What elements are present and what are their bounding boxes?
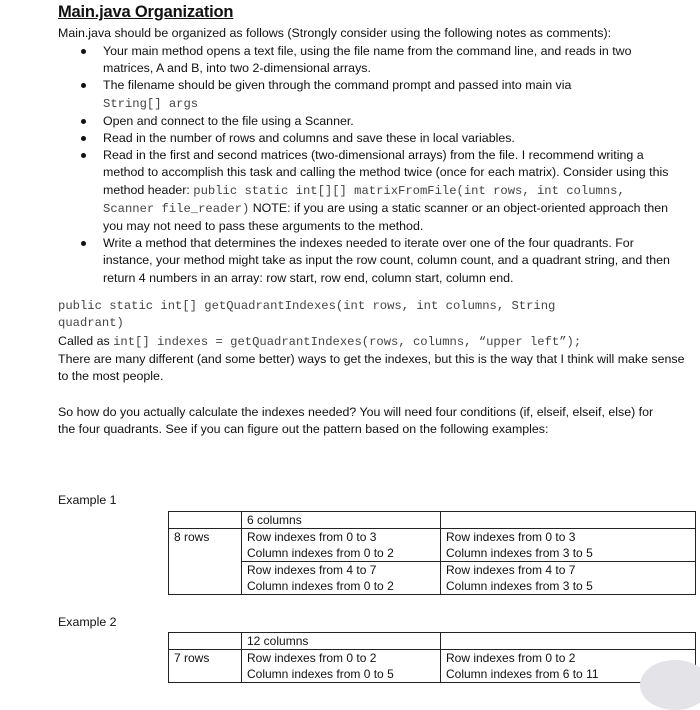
example-1-label: Example 1 [58,493,117,507]
columns-header: 6 columns [242,512,441,529]
quadrant-upper-right: Row indexes from 0 to 2 Column indexes from 6 to 11 [441,650,696,683]
instruction-list [58,43,678,287]
bullet-icon [81,119,86,124]
table-row [169,562,696,595]
table-row [169,529,696,562]
called-paragraph: Called as int[] indexes = getQuadrantIndexes(rows, columns, “upper left”); There are many different (and some better) ways to get the indexes, but this is the way that I think will make sense to the most people. [58,334,685,384]
example-1-table [168,511,696,595]
list-item: Your main method opens a text file, using the file name from the command line, and reads in two matrices, A and B, into two 2-dimensional arrays. [58,43,678,77]
chat-bubble-icon[interactable] [640,660,700,710]
code-snippet: int[] indexes [113,335,209,349]
method-signature: public static int[] getQuadrantIndexes(int rows, int columns, String quadrant) [58,299,556,331]
table-row [169,512,696,529]
list-item: Read in the first and second matrices (two-dimensional arrays) from the file. I recommend writing a method to accomplish this task and calling the method twice (once for each matrix). Consider using this method header: public static int[][] matrixFromFile(int rows, int columns, Scanner file_reader) NOTE: if you are using a static scanner or an object-oriented approach then you may not need to pass these arguments to the method. [58,147,678,235]
quadrant-upper-right: Row indexes from 0 to 3 Column indexes from 3 to 5 [441,529,696,562]
list-item: The filename should be given through the command prompt and passed into main via String[] args [58,77,678,112]
code-snippet: String[] args [103,96,199,111]
calculation-paragraph: So how do you actually calculate the indexes needed? You will need four conditions (if, elseif, elseif, else) for the four quadrants. See if you can figure out the pattern based on the following examples: [58,405,654,437]
list-item: Write a method that determines the indexes needed to iterate over one of the four quadrants. For instance, your method might take as input the row count, column count, and a quadrant string, and then return 4 numbers in an array: row start, row end, column start, column end. [58,235,678,287]
bullet-icon [81,153,86,158]
code-snippet: = getQuadrantIndexes(rows, columns, “upper left”); [208,335,582,349]
bullet-icon [81,49,86,54]
example-2-table [168,632,696,683]
quadrant-lower-right: Row indexes from 4 to 7 Column indexes from 3 to 5 [441,562,696,595]
bullet-icon [81,136,86,141]
page-title: Main.java Organization [58,3,234,21]
columns-header: 12 columns [242,633,441,650]
bullet-icon [81,83,86,88]
code-snippet: public static int[][] matrixFromFile(int rows, int columns, Scanner file_reader) [103,183,625,216]
list-item: Open and connect to the file using a Scanner. [58,113,678,130]
rows-label: 7 rows [169,650,242,683]
rows-label: 8 rows [169,529,242,595]
quadrant-upper-left: Row indexes from 0 to 3 Column indexes from 0 to 2 [242,529,441,562]
quadrant-upper-left: Row indexes from 0 to 2 Column indexes from 0 to 5 [242,650,441,683]
example-2-label: Example 2 [58,615,117,629]
quadrant-lower-left: Row indexes from 4 to 7 Column indexes from 0 to 2 [242,562,441,595]
table-row [169,633,696,650]
table-row [169,650,696,683]
bullet-icon [81,241,86,246]
list-item: Read in the number of rows and columns and save these in local variables. [58,130,678,147]
intro-paragraph: Main.java should be organized as follows (Strongly consider using the following notes as comments): [58,26,612,40]
